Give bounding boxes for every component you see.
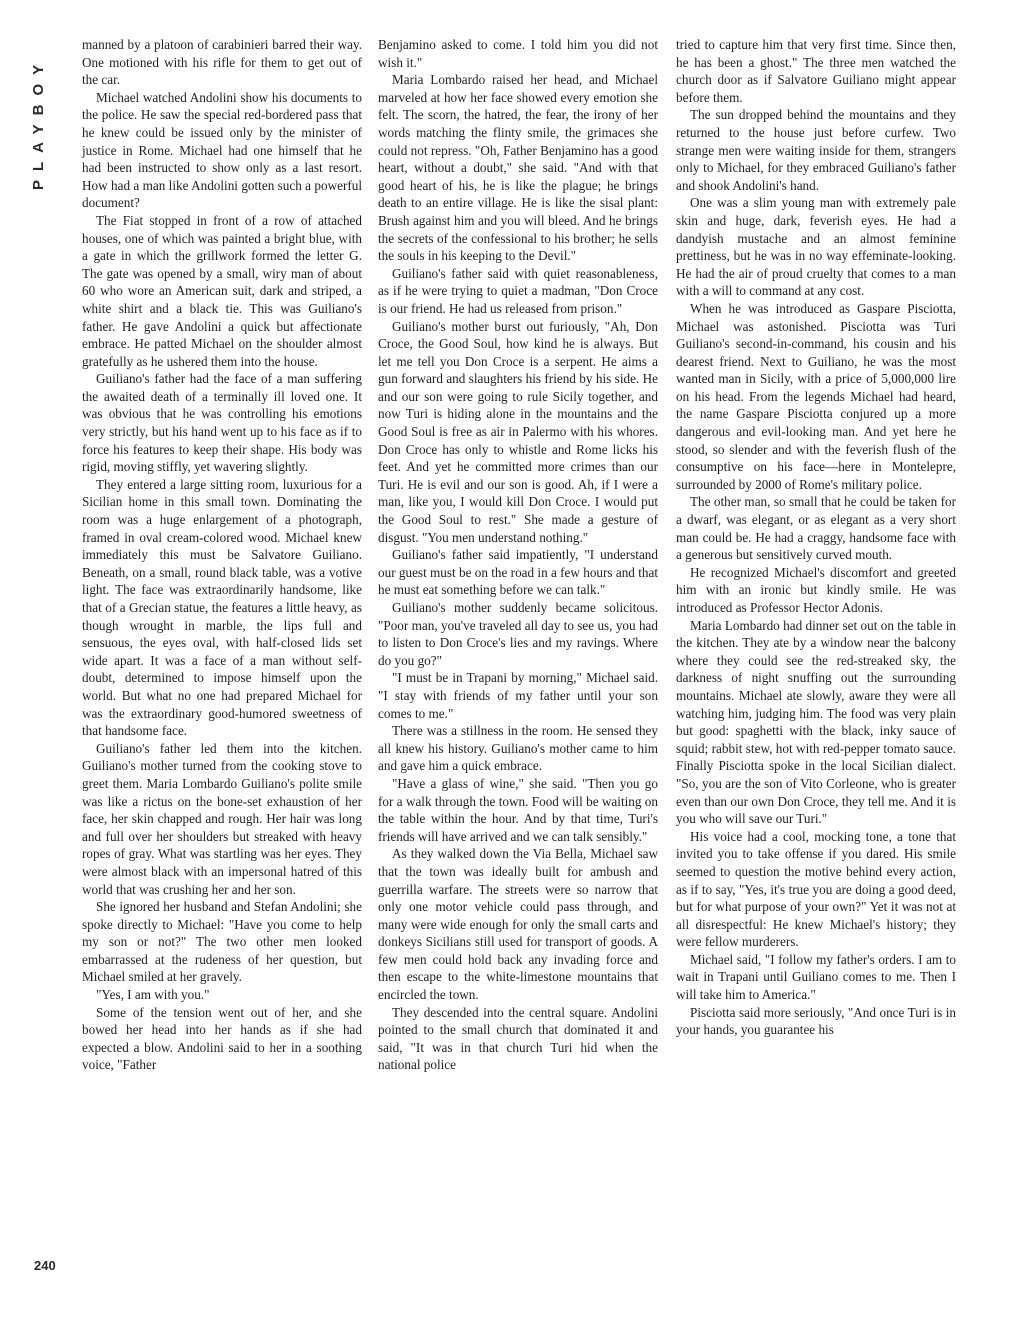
paragraph: She ignored her husband and Stefan Andolini; she spoke directly to Michael: "Have you come to help my son or not?" The two other men looked embarrassed at the rudeness of her question, but Michael smiled at her gravely.: [82, 899, 362, 985]
paragraph: tried to capture him that very first time. Since then, he has been a ghost." The three men watched the church door as if Salvatore Guiliano might appear before them.: [676, 37, 956, 105]
paragraph: His voice had a cool, mocking tone, a tone that invited you to take offense if you dared. His smile seemed to question the motive behind every action, as if to say, "Yes, it's true you are doing a good deed, but for what purpose of your own?" Yet it was not at all disrespectful: He knew Michael's history; they were fellow murderers.: [676, 828, 956, 950]
paragraph: When he was introduced as Gaspare Pisciotta, Michael was astonished. Pisciotta was Turi Guiliano's second-in-command, his cousin and his dearest friend. Next to Guiliano, he was the most wanted man in Sicily, with a price of 5,000,000 lire on his head. From the legends Michael had heard, the name Gaspare Pisciotta conjured up a more dangerous and evil-looking man. And yet here he stood, so slender and with the feverish flush of the consumptive on his face—here in Montelepre, surrounded by 2000 of Rome's military police.: [676, 300, 956, 492]
paragraph: Pisciotta said more seriously, "And once Turi is in your hands, you guarantee his: [676, 1004, 956, 1038]
paragraph: "I must be in Trapani by morning," Michael said. "I stay with friends of my father until your son comes to me.": [378, 670, 658, 721]
paragraph: "Have a glass of wine," she said. "Then you go for a walk through the town. Food will be waiting on the table within the hour. And by that time, Turi's friends will have arrived and we can talk sensibly.": [378, 775, 658, 844]
paragraph: "Yes, I am with you.": [96, 987, 210, 1003]
paragraph: Benjamino asked to come. I told him you did not wish it.": [378, 37, 658, 70]
paragraph: Guiliano's father had the face of a man suffering the awaited death of a terminally ill loved one. It was obvious that he was controlling his emotions very strictly, but his hand went up to his face as if to force his features to keep their shape. His body was rigid, moving stiffly, yet wavering slightly.: [82, 371, 362, 475]
paragraph: Maria Lombardo raised her head, and Michael marveled at how her face showed every emotion she felt. The scorn, the hatred, the fear, the irony of her words matching the flinty smile, the grimaces she could not repress. "Oh, Father Benjamino has a good heart, without a doubt," she said. "And with that good heart of his, he is like the plague; he brings death to an entire village. He is like the sisal plant: Brush against him and you will bleed. And he brings the secrets of the confessional to his brother; he sells the souls in his keeping to the Devil.": [378, 72, 658, 264]
magazine-masthead: [30, 40, 50, 190]
paragraph: Guiliano's mother suddenly became solicitous. "Poor man, you've traveled all day to see us, you had to listen to Don Croce's lies and my ravings. Where do you go?": [378, 600, 658, 668]
paragraph: Michael said, "I follow my father's orders. I am to wait in Trapani until Guiliano comes to me. Then I will take him to America.": [676, 951, 956, 1003]
paragraph: The sun dropped behind the mountains and they returned to the house just before curfew. Two strange men were waiting inside for them, strangers only to Michael, for they embraced Guiliano's father and shook Andolini's hand.: [676, 107, 956, 193]
paragraph: As they walked down the Via Bella, Michael saw that the town was ideally built for ambush and guerrilla warfare. The streets were so narrow that only one motor vehicle could pass through, and many were wide enough for only the small carts and donkeys Sicilians still used for transport of goods. A few men could hold back any invading force and then escape to the white-limestone mountains that encircled the town.: [378, 846, 658, 1003]
masthead-text: PLAYBOY: [30, 55, 47, 190]
paragraph: Michael watched Andolini show his documents to the police. He saw the special red-bordered pass that he knew could be issued only by the minister of justice in Rome. Michael had one himself that he had been instructed to show only as a last resort. How had a man like Andolini gotten such a powerful document?: [82, 89, 362, 211]
text-column-3: [676, 36, 956, 1039]
page-number: 240: [34, 1258, 56, 1273]
paragraph: One was a slim young man with extremely pale skin and huge, dark, feverish eyes. He had a dandyish mustache and an almost feminine prettiness, but he was in no way effeminate-looking. He had the air of proud cruelty that comes to a man with a will to command at any cost.: [676, 195, 956, 299]
paragraph: There was a stillness in the room. He sensed they all knew his history. Guiliano's mother came to him and gave him a quick embrace.: [378, 723, 658, 774]
paragraph: They descended into the central square. Andolini pointed to the small church that dominated it and said, "It was in that church Turi hid when the national police: [378, 1004, 658, 1073]
paragraph: The other man, so small that he could be taken for a dwarf, was elegant, or as elegant as a very short man could be. He had a craggy, handsome face with a generous but sensitively curved mouth.: [676, 494, 956, 563]
paragraph: Some of the tension went out of her, and she bowed her head into her hands as if she had expected a blow. Andolini said to her in a soothing voice, "Father: [82, 1004, 362, 1073]
paragraph: Guiliano's father led them into the kitchen. Guiliano's mother turned from the cooking stove to greet them. Maria Lombardo Guiliano's polite smile was like a rictus on the bone-set exhaustion of her face, her skin chapped and rough. Her hair was long and full over her shoulders but streaked with heavy ropes of gray. What was startling was her eyes. They were almost black with an impersonal hatred of this world that was crushing her and her son.: [82, 740, 362, 897]
paragraph: They entered a large sitting room, luxurious for a Sicilian home in this small town. Dominating the room was a huge enlargement of a photograph, framed in oval cream-colored wood. Michael knew immediately this must be Salvatore Guiliano. Beneath, on a small, round black table, was a votive light. The face was extraordinarily handsome, like that of a Grecian statue, the features a little heavy, as though wrought in marble, the lips full and sensuous, the eyes oval, with half-closed lids set wide apart. It was a face of a man without self-doubt, determined to impose himself upon the world. But what no one had prepared Michael for was the extraordinary good-humored sweetness of that handsome face.: [82, 476, 362, 739]
paragraph: The Fiat stopped in front of a row of attached houses, one of which was painted a bright blue, with a gate in which the grillwork formed the letter G. The gate was opened by a small, wiry man of about 60 who wore an American suit, dark and striped, a white shirt and a black tie. This was Guiliano's father. He gave Andolini a quick but affectionate embrace. He patted Michael on the shoulder almost gratefully as he ushered them into the house.: [82, 212, 362, 369]
paragraph: Guiliano's mother burst out furiously, "Ah, Don Croce, the Good Soul, how kind he is always. But let me tell you Don Croce is a serpent. He aims a gun forward and slaughters his friend by his side. He and our son were going to rule Sicily together, and now Turi is hiding alone in the mountains and the Good Soul is free as air in Palermo with his whores. Don Croce has only to whistle and Rome licks his feet. And yet he committed more crimes than our Turi. He is evil and our son is good. Ah, if I were a man, like you, I would kill Don Croce. I would put the Good Soul to rest." She made a gesture of disgust. "You men understand nothing.": [378, 318, 658, 545]
paragraph: Maria Lombardo had dinner set out on the table in the kitchen. They ate by a window near the balcony where they could see the red-streaked sky, the darkness of night snuffing out the surrounding mountains. Michael ate slowly, aware they were all watching him, judging him. The food was very plain but good: spaghetti with the black, inky sauce of squid; rabbit stew, hot with red-pepper tomato sauce. Finally Pisciotta spoke in the local Sicilian dialect. "So, you are the son of Vito Corleone, who is greater even than our own Don Croce, they tell me. And it is you who will save our Turi.": [676, 617, 956, 827]
text-column-2: [378, 36, 658, 1074]
paragraph: He recognized Michael's discomfort and greeted him with an ironic but kindly smile. He was introduced as Professor Hector Adonis.: [676, 564, 956, 615]
paragraph: manned by a platoon of carabinieri barred their way. One motioned with his rifle for them to get out of the car.: [82, 37, 362, 88]
paragraph: Guiliano's father said with quiet reasonableness, as if he were trying to quiet a madman, "Don Croce is our friend. He had us released from prison.": [378, 265, 658, 316]
paragraph: Guiliano's father said impatiently, "I understand our guest must be on the road in a few hours and that he must eat something before we can talk.": [378, 547, 658, 598]
text-column-1: [82, 36, 362, 1074]
